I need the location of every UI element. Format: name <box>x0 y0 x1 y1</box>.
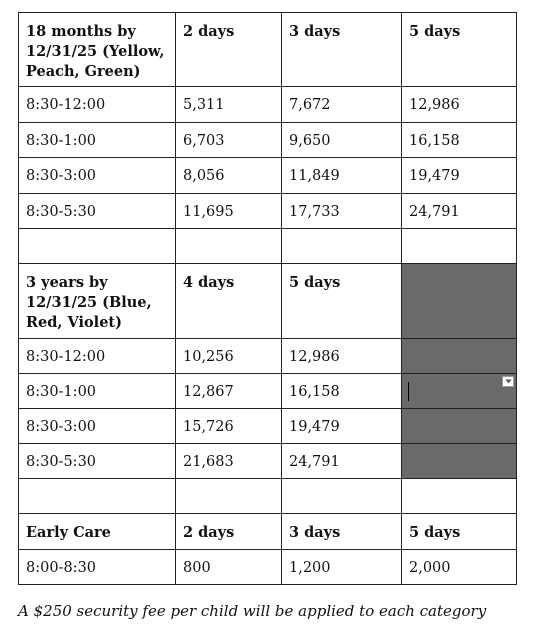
empty-cell[interactable] <box>19 479 176 514</box>
header-row-early-care <box>19 514 517 550</box>
table-row <box>19 550 517 585</box>
time-cell[interactable]: 8:30-3:00 <box>19 158 176 194</box>
header-row-18-months <box>19 13 517 87</box>
column-header-3-days[interactable]: 3 days <box>282 13 402 87</box>
price-cell[interactable]: 12,867 <box>176 374 282 409</box>
column-header-2-days[interactable]: 2 days <box>176 13 282 87</box>
empty-cell[interactable] <box>282 479 402 514</box>
table-row <box>19 444 517 479</box>
time-cell[interactable]: 8:30-1:00 <box>19 123 176 158</box>
empty-cell[interactable] <box>282 229 402 264</box>
time-cell[interactable]: 8:30-3:00 <box>19 409 176 444</box>
price-cell[interactable]: 8,056 <box>176 158 282 194</box>
price-cell[interactable]: 12,986 <box>402 87 517 123</box>
table-row <box>19 87 517 123</box>
column-header-5-days[interactable]: 5 days <box>282 264 402 339</box>
price-cell[interactable]: 24,791 <box>282 444 402 479</box>
column-header-3-days[interactable]: 3 days <box>282 514 402 550</box>
table-row <box>19 339 517 374</box>
price-cell[interactable]: 16,158 <box>282 374 402 409</box>
empty-cell[interactable] <box>176 479 282 514</box>
price-cell[interactable]: 24,791 <box>402 194 517 229</box>
cell-dropdown-button[interactable] <box>502 376 514 387</box>
price-cell[interactable]: 1,200 <box>282 550 402 585</box>
section-label-18-months[interactable]: 18 months by 12/31/25 (Yellow, Peach, Green) <box>19 13 176 87</box>
table-row <box>19 158 517 194</box>
time-cell[interactable]: 8:30-5:30 <box>19 444 176 479</box>
price-cell[interactable]: 11,695 <box>176 194 282 229</box>
shaded-cell[interactable] <box>402 339 517 374</box>
tuition-table <box>18 12 517 585</box>
chevron-down-icon <box>505 379 512 384</box>
price-cell[interactable]: 9,650 <box>282 123 402 158</box>
price-cell[interactable]: 7,672 <box>282 87 402 123</box>
table-row <box>19 194 517 229</box>
price-cell[interactable]: 2,000 <box>402 550 517 585</box>
price-cell[interactable]: 800 <box>176 550 282 585</box>
time-cell[interactable]: 8:00-8:30 <box>19 550 176 585</box>
shaded-cell[interactable] <box>402 264 517 339</box>
table-row <box>19 123 517 158</box>
shaded-cell-active[interactable] <box>402 374 517 409</box>
shaded-cell[interactable] <box>402 409 517 444</box>
price-cell[interactable]: 12,986 <box>282 339 402 374</box>
price-cell[interactable]: 21,683 <box>176 444 282 479</box>
table-row <box>19 374 517 409</box>
price-cell[interactable]: 10,256 <box>176 339 282 374</box>
price-cell[interactable]: 11,849 <box>282 158 402 194</box>
column-header-4-days[interactable]: 4 days <box>176 264 282 339</box>
text-cursor <box>408 382 409 401</box>
header-row-3-years <box>19 264 517 339</box>
table-row <box>19 409 517 444</box>
column-header-5-days[interactable]: 5 days <box>402 13 517 87</box>
price-cell[interactable]: 19,479 <box>402 158 517 194</box>
price-cell[interactable]: 6,703 <box>176 123 282 158</box>
empty-cell[interactable] <box>402 479 517 514</box>
price-cell[interactable]: 17,733 <box>282 194 402 229</box>
price-cell[interactable]: 15,726 <box>176 409 282 444</box>
time-cell[interactable]: 8:30-12:00 <box>19 339 176 374</box>
section-label-early-care[interactable]: Early Care <box>19 514 176 550</box>
spacer-row <box>19 229 517 264</box>
price-cell[interactable]: 16,158 <box>402 123 517 158</box>
section-label-3-years[interactable]: 3 years by 12/31/25 (Blue, Red, Violet) <box>19 264 176 339</box>
time-cell[interactable]: 8:30-1:00 <box>19 374 176 409</box>
spacer-row <box>19 479 517 514</box>
empty-cell[interactable] <box>176 229 282 264</box>
security-fee-footnote: A $250 security fee per child will be applied to each category <box>18 602 487 620</box>
column-header-2-days[interactable]: 2 days <box>176 514 282 550</box>
price-cell[interactable]: 5,311 <box>176 87 282 123</box>
time-cell[interactable]: 8:30-5:30 <box>19 194 176 229</box>
price-cell[interactable]: 19,479 <box>282 409 402 444</box>
empty-cell[interactable] <box>402 229 517 264</box>
empty-cell[interactable] <box>19 229 176 264</box>
column-header-5-days[interactable]: 5 days <box>402 514 517 550</box>
time-cell[interactable]: 8:30-12:00 <box>19 87 176 123</box>
shaded-cell[interactable] <box>402 444 517 479</box>
